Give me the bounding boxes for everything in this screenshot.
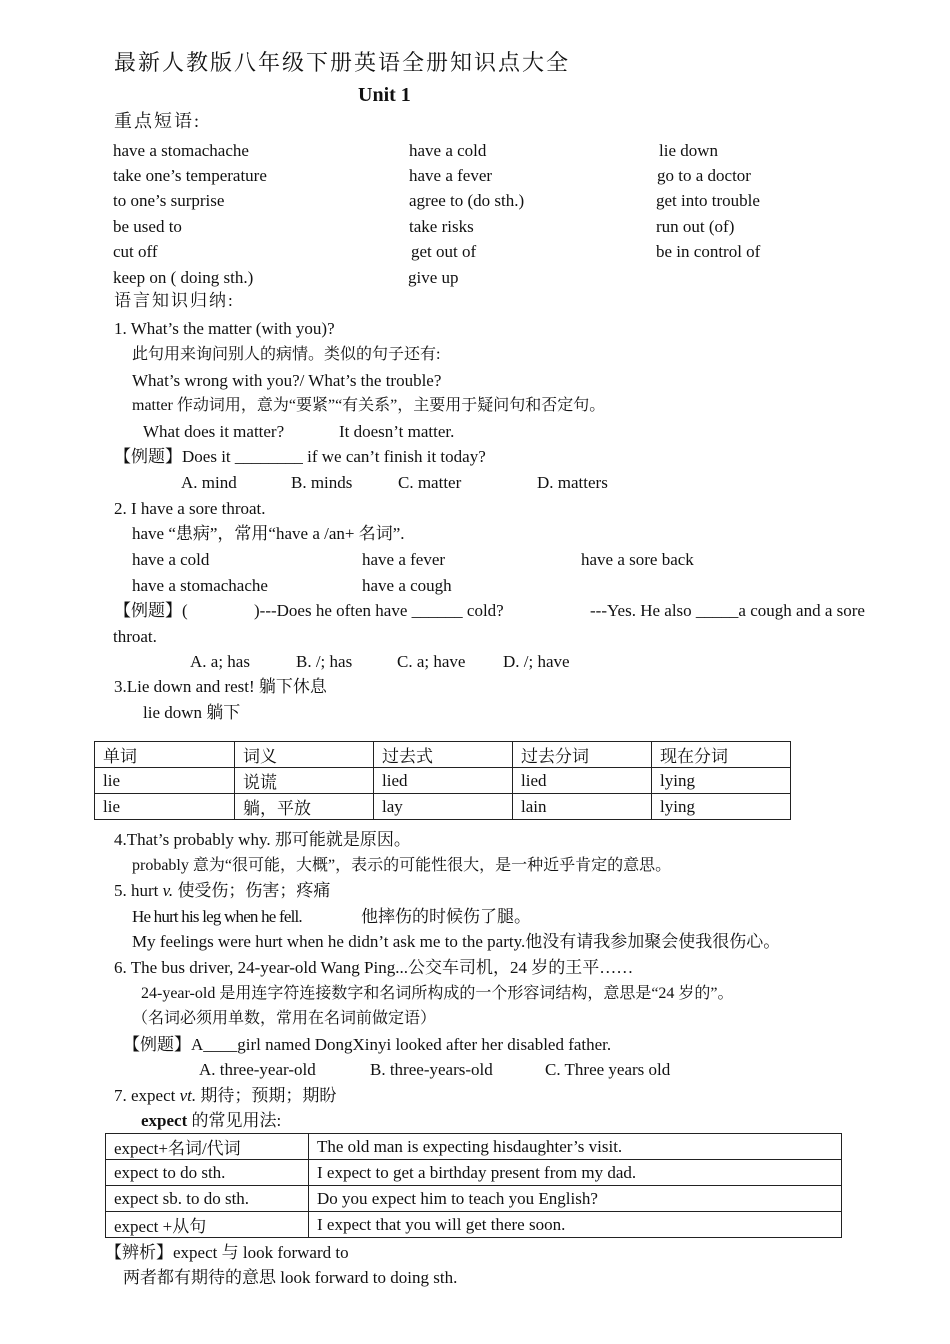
section-7-meaning: 期待；预期；期盼 <box>200 1086 337 1105</box>
table-cell: The old man is expecting hisdaughter’s visit. <box>309 1134 842 1160</box>
table-cell: lying <box>652 768 791 794</box>
section-1-text: matter 作动词用，意为“要紧”“有关系”，主要用于疑问句和否定句。 <box>132 397 606 414</box>
section-5-example: He hurt his leg when he fell. <box>132 907 302 926</box>
table-cell: expect sb. to do sth. <box>106 1186 309 1212</box>
table-cell: lying <box>652 794 791 820</box>
phrase: agree to (do sth.) <box>409 191 525 210</box>
table-row <box>106 1186 842 1212</box>
phrase: be used to <box>113 217 182 236</box>
phrase: have a cough <box>362 576 452 595</box>
section-7-title <box>114 1085 336 1107</box>
phrase: to one’s surprise <box>113 191 225 210</box>
section-1-text: 此句用来询问别人的病情。类似的句子还有: <box>132 346 441 363</box>
usage-heading-word: expect <box>141 1111 188 1130</box>
lie-table <box>94 741 791 820</box>
phrase: be in control of <box>656 242 761 261</box>
section-7-word: 7. expect <box>114 1086 176 1105</box>
section-4-text: probably 意为“很可能，大概”，表示的可能性很大，是一种近乎肯定的意思。 <box>132 857 672 874</box>
option: B. /; has <box>296 652 353 671</box>
page-title: 最新人教版八年级下册英语全册知识点大全 <box>114 50 571 75</box>
option: C. a; have <box>397 652 466 671</box>
section-5-example: My feelings were hurt when he didn’t ask me to the party.他没有请我参加聚会使我很伤心。 <box>132 932 781 951</box>
table-row <box>95 768 791 794</box>
phrase: take one’s temperature <box>113 166 267 185</box>
table-header: 现在分词 <box>652 742 791 768</box>
option: D. matters <box>537 473 608 492</box>
table-cell: I expect that you will get there soon. <box>309 1212 842 1238</box>
phrase: have a fever <box>409 166 493 185</box>
table-header: 单词 <box>95 742 235 768</box>
section-4-title: 4.That’s probably why. 那可能就是原因。 <box>114 830 411 849</box>
table-row <box>106 1160 842 1186</box>
phrase: go to a doctor <box>657 166 751 185</box>
option: B. three-years-old <box>370 1060 493 1079</box>
option: C. matter <box>398 473 462 492</box>
section-5-translation: 他摔伤的时候伤了腿。 <box>361 907 531 926</box>
option: C. Three years old <box>545 1060 671 1079</box>
table-cell: 躺，平放 <box>235 794 374 820</box>
section-6-text: 24-year-old 是用连字符连接数字和名词所构成的一个形容词结构，意思是“24 岁的”。 <box>141 985 734 1002</box>
phrase: take risks <box>409 217 474 236</box>
phrase: have a sore back <box>581 550 694 569</box>
section-1-example: It doesn’t matter. <box>339 422 455 441</box>
phrase: have a stomachache <box>132 576 268 595</box>
table-row <box>106 1134 842 1160</box>
phrases-heading: 重点短语: <box>114 111 202 131</box>
table-row <box>95 794 791 820</box>
expect-table <box>105 1133 842 1238</box>
option: A. three-year-old <box>199 1060 316 1079</box>
comparison-text: 两者都有期待的意思 look forward to doing sth. <box>123 1268 458 1287</box>
example-question-2: ---Yes. He also _____a cough and a sore <box>590 601 865 620</box>
option: B. minds <box>291 473 353 492</box>
example-question-2: throat. <box>113 627 157 646</box>
phrase: have a fever <box>362 550 446 569</box>
section-6-title: 6. The bus driver, 24-year-old Wang Ping...公交车司机，24 岁的王平…… <box>114 958 634 977</box>
table-cell: I expect to get a birthday present from my dad. <box>309 1160 842 1186</box>
phrase: get into trouble <box>656 191 760 210</box>
section-5-word: 5. hurt <box>114 881 159 900</box>
table-cell: expect to do sth. <box>106 1160 309 1186</box>
table-cell: lain <box>513 794 652 820</box>
comparison-heading: 【辨析】expect 与 look forward to <box>105 1243 349 1262</box>
table-cell: lied <box>513 768 652 794</box>
table-cell: lay <box>374 794 513 820</box>
table-header-row <box>95 742 791 768</box>
table-cell: lie <box>95 794 235 820</box>
section-6-note: （名词必须用单数，常用在名词前做定语） <box>132 1010 437 1027</box>
section-2-text: have “患病”，常用“have a /an+ 名词”. <box>132 524 405 543</box>
phrase: run out (of) <box>656 217 735 236</box>
knowledge-heading: 语言知识归纳: <box>114 291 235 310</box>
part-of-speech: v. <box>162 881 174 900</box>
option: A. a; has <box>190 652 250 671</box>
table-cell: 说谎 <box>235 768 374 794</box>
phrase: get out of <box>411 242 477 261</box>
table-cell: expect+名词/代词 <box>106 1134 309 1160</box>
table-row <box>106 1212 842 1238</box>
section-3-text: lie down 躺下 <box>143 703 241 722</box>
usage-heading-text: 的常见用法: <box>187 1111 282 1130</box>
example-question-1: 【例题】Does it ________ if we can’t finish it today? <box>114 447 486 466</box>
section-1-title: 1. What’s the matter (with you)? <box>114 319 335 338</box>
section-1-example: What does it matter? <box>143 422 285 441</box>
table-cell: lie <box>95 768 235 794</box>
table-header: 过去式 <box>374 742 513 768</box>
phrase: lie down <box>659 141 719 160</box>
section-2-title: 2. I have a sore throat. <box>114 499 266 518</box>
option: D. /; have <box>503 652 570 671</box>
usage-heading <box>141 1110 281 1132</box>
section-1-text: What’s wrong with you?/ What’s the trouble? <box>132 371 442 390</box>
unit-heading: Unit 1 <box>358 84 411 106</box>
table-header: 词义 <box>235 742 374 768</box>
table-cell: expect +从句 <box>106 1212 309 1238</box>
phrase: give up <box>408 268 459 287</box>
phrase: have a cold <box>132 550 210 569</box>
phrase: cut off <box>113 242 158 261</box>
section-3-title: 3.Lie down and rest! 躺下休息 <box>114 677 327 696</box>
phrase: keep on ( doing sth.) <box>113 268 254 287</box>
section-5-title <box>114 880 330 902</box>
phrase: have a stomachache <box>113 141 249 160</box>
table-cell: Do you expect him to teach you English? <box>309 1186 842 1212</box>
example-question-3: 【例题】A____girl named DongXinyi looked after her disabled father. <box>123 1035 612 1054</box>
table-header: 过去分词 <box>513 742 652 768</box>
example-question-2: 【例题】( <box>114 601 188 620</box>
section-5-meaning: 使受伤；伤害；疼痛 <box>177 881 331 900</box>
phrase: have a cold <box>409 141 487 160</box>
table-cell: lied <box>374 768 513 794</box>
part-of-speech: vt. <box>179 1086 197 1105</box>
example-question-2: )---Does he often have ______ cold? <box>254 601 504 620</box>
option: A. mind <box>181 473 237 492</box>
